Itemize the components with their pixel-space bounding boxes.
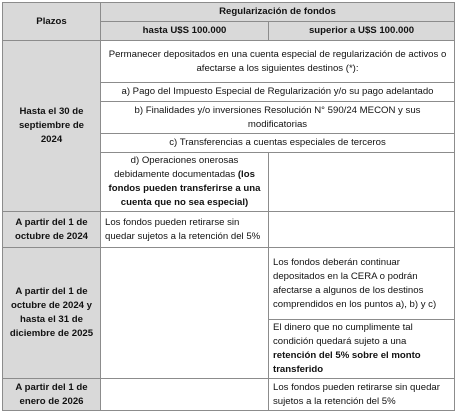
destino-d-note: (los fondos pueden transferirse a una cuenta que no sea especial) [108, 169, 261, 208]
plazo-hasta-septiembre-2024: Hasta el 30 de septiembre de 2024 [3, 41, 101, 212]
empty-cell [269, 212, 455, 248]
header-plazos: Plazos [3, 3, 101, 41]
continuar-depositados-text: Los fondos deberán continuar depositados en la CERA o podrán afectarse a algunos de los destinos comprendidos en los puntos a), b) y c) [269, 248, 455, 320]
header-regularizacion: Regularización de fondos [101, 3, 455, 22]
destino-d-text: d) Operaciones onerosas debidamente documentadas [114, 155, 239, 180]
intro-text: Permanecer depositados en una cuenta especial de regularización de activos o afectarse a los siguientes destinos (*): [101, 41, 455, 83]
empty-cell [101, 379, 269, 411]
retiro-sin-retencion-1: Los fondos pueden retirarse sin quedar sujetos a la retención del 5% [101, 212, 269, 248]
header-superior: superior a U$S 100.000 [269, 22, 455, 41]
regularization-table [2, 2, 455, 411]
destino-d [101, 153, 269, 212]
header-hasta: hasta U$S 100.000 [101, 22, 269, 41]
retencion-text-bold: retención del 5% sobre el monto transferido [273, 350, 421, 375]
plazo-octubre-2024-a-diciembre-2025: A partir del 1 de octubre de 2024 y hasta el 31 de diciembre de 2025 [3, 248, 101, 379]
retiro-sin-retencion-2: Los fondos pueden retirarse sin quedar sujetos a la retención del 5% [269, 379, 455, 411]
plazo-desde-enero-2026: A partir del 1 de enero de 2026 [3, 379, 101, 411]
retencion-text-plain: El dinero que no cumplimente tal condición quedará sujeto a una [273, 322, 413, 347]
empty-cell [101, 248, 269, 379]
retencion-text [269, 320, 455, 379]
plazo-desde-octubre-2024: A partir del 1 de octubre de 2024 [3, 212, 101, 248]
destino-c: c) Transferencias a cuentas especiales de terceros [101, 134, 455, 153]
empty-cell [269, 153, 455, 212]
destino-a: a) Pago del Impuesto Especial de Regularización y/o su pago adelantado [101, 83, 455, 102]
destino-b: b) Finalidades y/o inversiones Resolución N° 590/24 MECON y sus modificatorias [101, 102, 455, 134]
